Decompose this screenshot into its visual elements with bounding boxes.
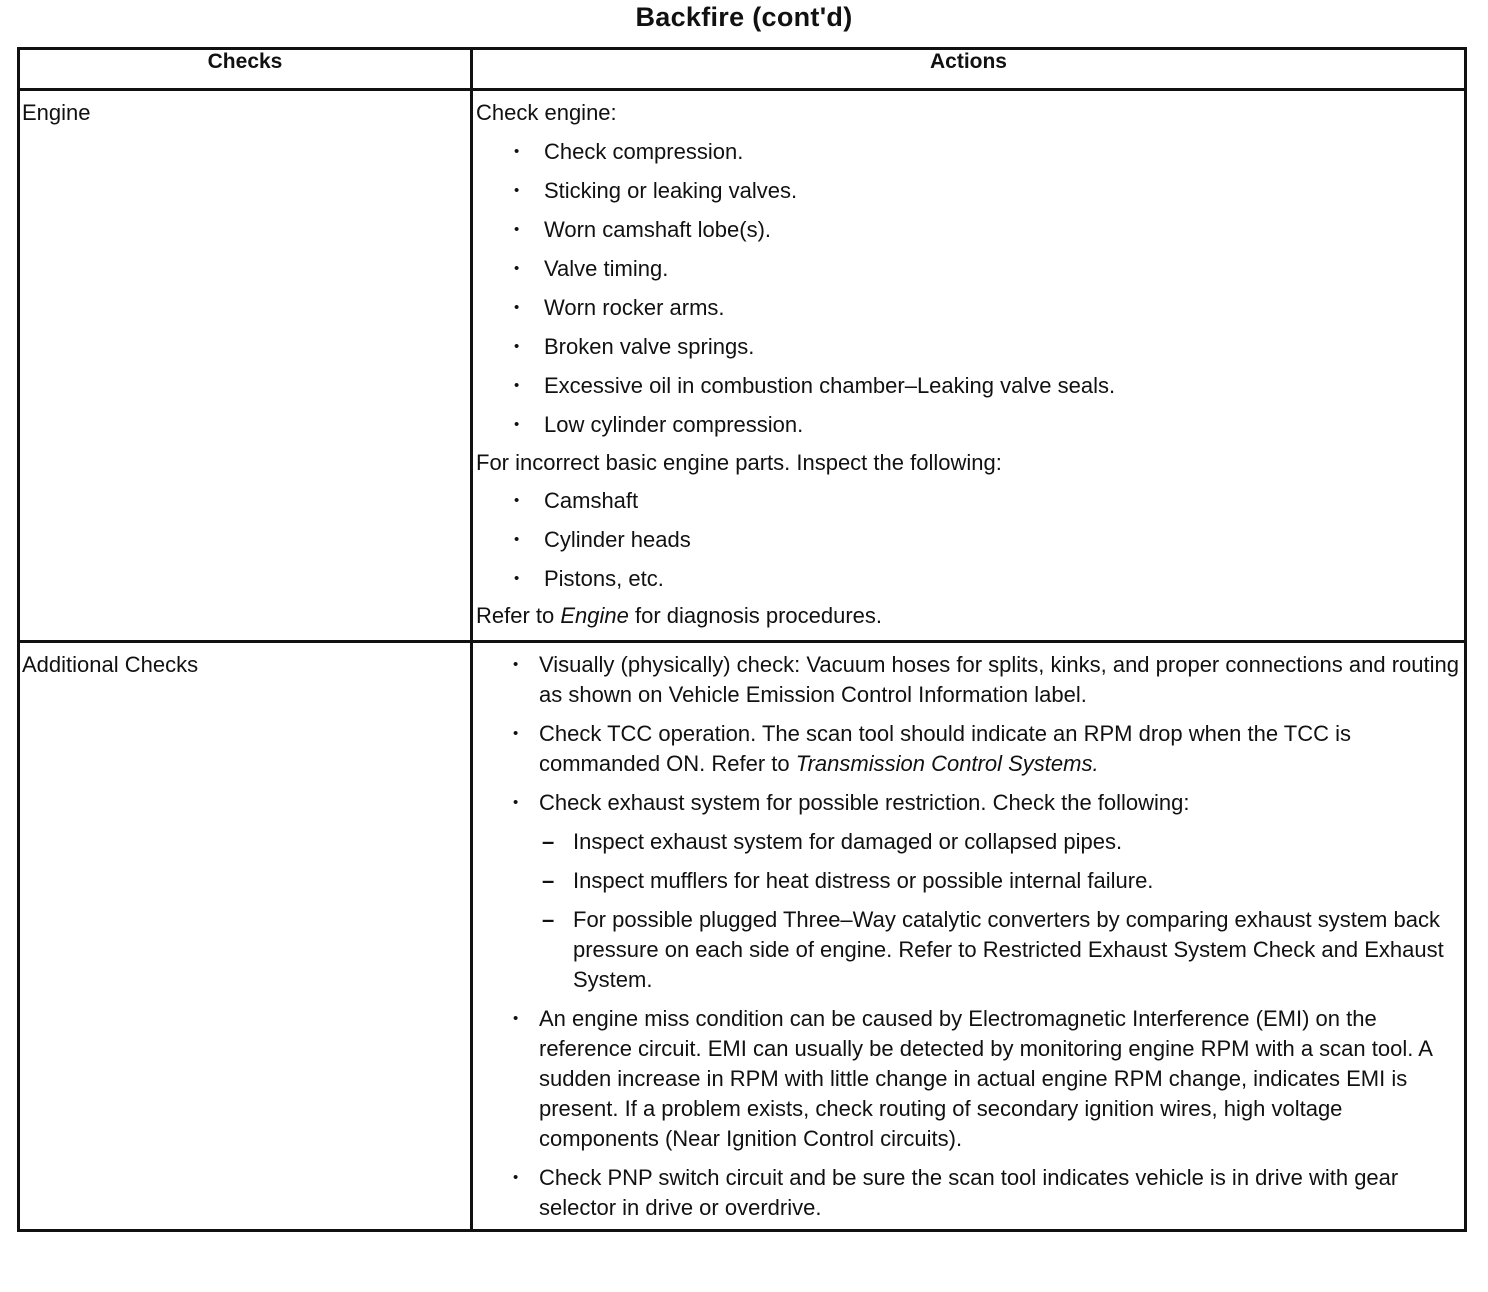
list-item: • Check exhaust system for possible restriction. Check the following: [476,788,1460,818]
table-header [19,49,1466,90]
list-item: • Camshaft [476,481,1460,520]
sub-item: – For possible plugged Three–Way catalytic converters by comparing exhaust system back pressure on each side of engine. Refer to Restricted Exhaust System Check and Exhaust System. [476,905,1460,995]
list-item: • Visually (physically) check: Vacuum hoses for splits, kinks, and proper connections and routing as shown on Vehicle Emission Control Information label. [476,650,1460,710]
diagnosis-table [17,47,1467,1232]
list-item: • Check compression. [476,132,1460,171]
list-item: • Pistons, etc. [476,559,1460,598]
table-row [19,90,1466,642]
list-item: • Worn rocker arms. [476,288,1460,327]
actions-additional [472,642,1466,1231]
header-checks: Checks [19,49,472,90]
list-item: • Check PNP switch circuit and be sure the scan tool indicates vehicle is in drive with gear selector in drive or overdrive. [476,1163,1460,1223]
list-item: • Broken valve springs. [476,327,1460,366]
refer-note: Refer to Engine for diagnosis procedures. [476,603,883,628]
action-intro: For incorrect basic engine parts. Inspect the following: [476,450,1002,475]
header-actions: Actions [472,49,1466,90]
check-engine: Engine [19,90,472,642]
list-item: • Cylinder heads [476,520,1460,559]
list-item: • An engine miss condition can be caused by Electromagnetic Interference (EMI) on the reference circuit. EMI can usually be detected by monitoring engine RPM with a scan tool. A sudden increase in RPM with little change in actual engine RPM change, indicates EMI is present. If a problem exists, check routing of secondary ignition wires, high voltage components (Near Ignition Control circuits). [476,1004,1460,1154]
table-row [19,642,1466,1231]
action-intro: Check engine: [476,100,617,125]
list-item: • Worn camshaft lobe(s). [476,210,1460,249]
list-item: • Excessive oil in combustion chamber–Leaking valve seals. [476,366,1460,405]
list-item: • Low cylinder compression. [476,405,1460,444]
check-additional: Additional Checks [19,642,472,1231]
page-title: Backfire (cont'd) [635,2,853,32]
list-item: • Check TCC operation. The scan tool should indicate an RPM drop when the TCC is commanded ON. Refer to Transmission Control Systems. [476,719,1460,779]
actions-engine [472,90,1466,642]
sub-item: – Inspect mufflers for heat distress or possible internal failure. [476,866,1460,896]
sub-item: – Inspect exhaust system for damaged or collapsed pipes. [476,827,1460,857]
list-item: • Sticking or leaking valves. [476,171,1460,210]
list-item: • Valve timing. [476,249,1460,288]
